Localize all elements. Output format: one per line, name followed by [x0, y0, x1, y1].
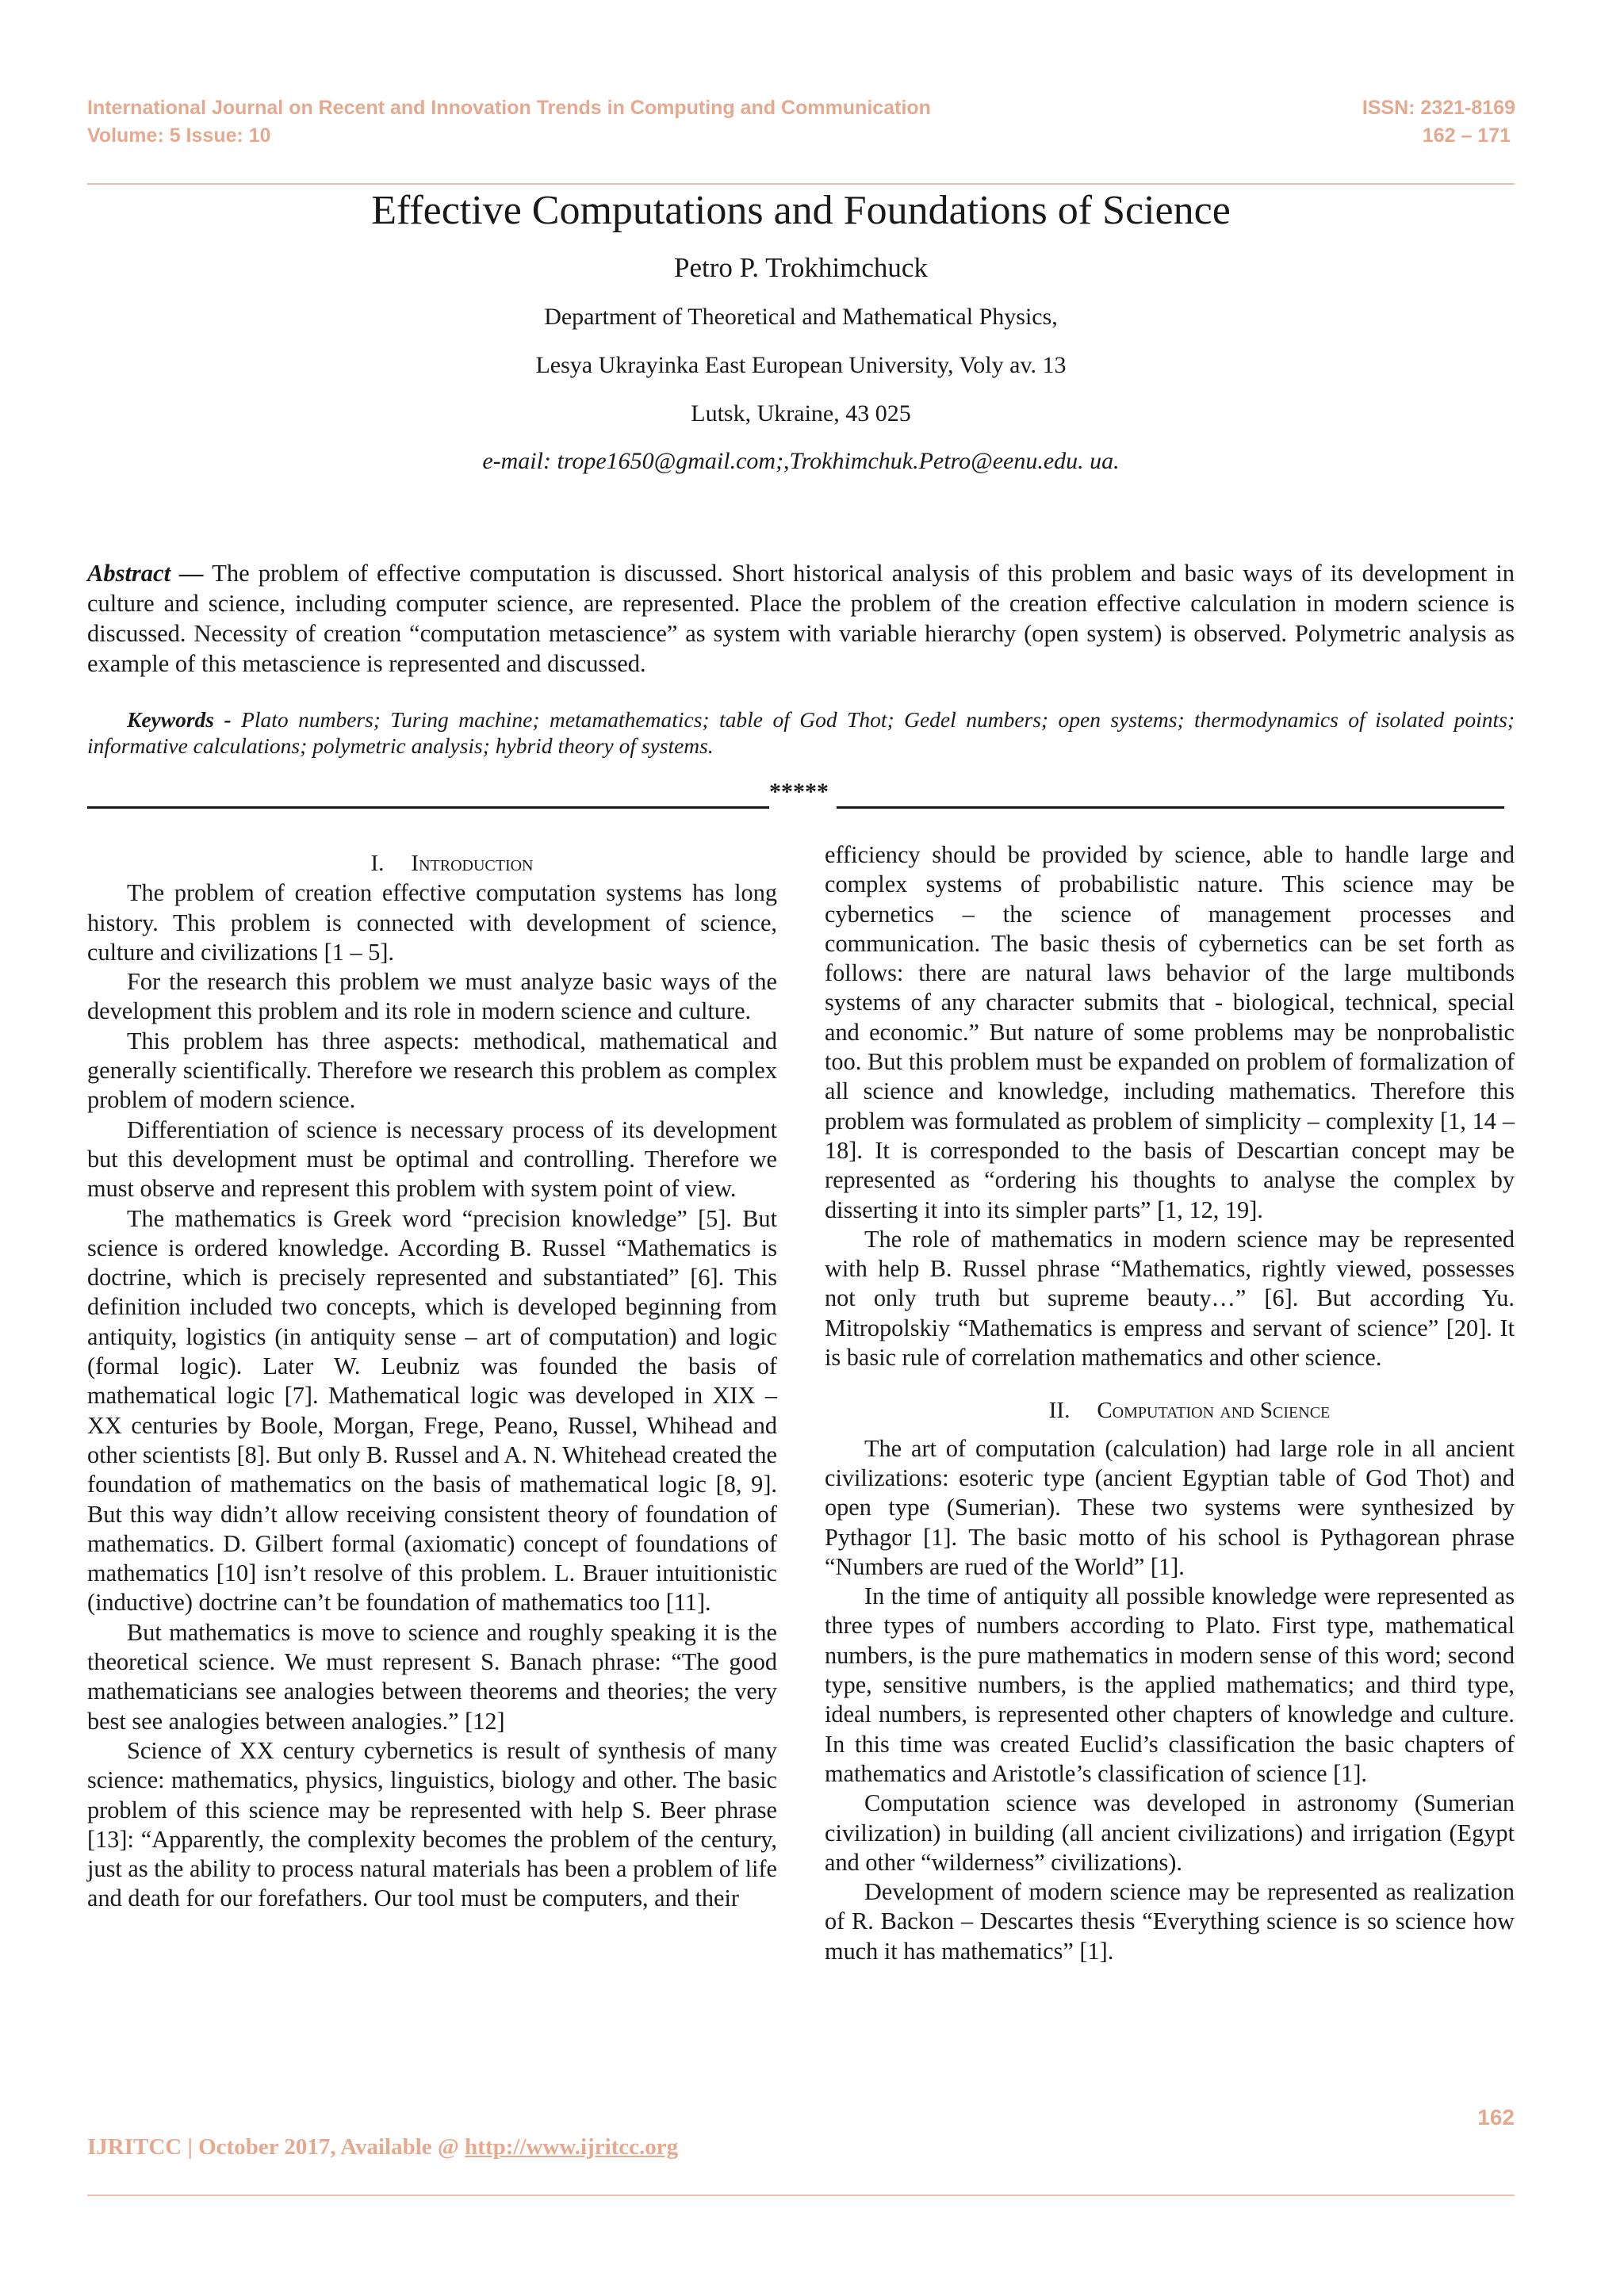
- paragraph: The art of computation (calculation) had large role in all ancient civilizations: esoteric type (ancient Egyptian table of God Thot) and open type (Sumerian). These two systems were synthesized by Pythagor [1]. The basic motto of his school is Pythagorean phrase “Numbers are rued of the World” [1].: [825, 1434, 1515, 1580]
- journal-issn: ISSN: 2321-8169: [1362, 97, 1515, 119]
- keywords: [87, 706, 1515, 759]
- abstract-text: The problem of effective computation is discussed. Short historical analysis of this problem and basic ways of its development in culture and science, including computer science, are represented. Place the problem of the creation effective calculation in modern science is discussed. Necessity of creation “computation metascience” as system with variable hierarchy (open system) is observed. Polymetric analysis as example of this metascience is represented and discussed.: [87, 560, 1515, 677]
- journal-name: International Journal on Recent and Innovation Trends in Computing and Communication: [87, 97, 931, 119]
- paragraph: Computation science was developed in astronomy (Sumerian civilization) in building (all ancient civilizations) and irrigation (Egypt and other “wilderness” civilizations).: [825, 1789, 1515, 1876]
- footer-line: [87, 2134, 678, 2160]
- paragraph: But mathematics is move to science and roughly speaking it is the theoretical science. We must represent S. Banach phrase: “The good mathematicians see analogies between theorems and theories; the very best see analogies between analogies.” [12]: [87, 1618, 777, 1735]
- separator-left-rule: [87, 806, 769, 809]
- affiliation-city: Lutsk, Ukraine, 43 025: [691, 400, 911, 427]
- affiliation-department: Department of Theoretical and Mathematical Physics,: [544, 304, 1058, 330]
- paragraph: The role of mathematics in modern science may be represented with help B. Russel phrase “Mathematics, rightly viewed, possesses not only truth but supreme beauty…” [6]. But according Yu. Mitropolskiy “Mathematics is empress and servant of science” [20]. It is basic rule of correlation mathematics and other science.: [825, 1225, 1515, 1372]
- paragraph: The mathematics is Greek word “precision knowledge” [5]. But science is ordered knowledge. According B. Russel “Mathematics is doctrine, which is precisely represented and substantiated” [6]. This definition included two concepts, which is developed beginning from antiquity, logistics (in antiquity sense – art of computation) and logic (formal logic). Later W. Leubniz was founded the basis of mathematical logic [7]. Mathematical logic was developed in XIX – XX centuries by Boole, Morgan, Frege, Peano, Russel, Whihead and other scientists [8]. But only B. Russel and A. N. Whitehead created the foundation of mathematics on the basis of mathematical logic [8, 9]. But this way didn’t allow receiving consistent theory of foundation of mathematics. D. Gilbert formal (axiomatic) concept of foundations of mathematics [10] isn’t resolve of this problem. L. Brauer intuitionistic (inductive) doctrine can’t be foundation of mathematics too [11].: [87, 1204, 777, 1617]
- keywords-label: Keywords -: [127, 707, 232, 732]
- paragraph: Science of XX century cybernetics is result of synthesis of many science: mathematics, physics, linguistics, biology and other. The basic problem of this science may be represented with help S. Beer phrase [13]: “Apparently, the complexity becomes the problem of the century, just as the ability to process natural materials has been a problem of life and death for our forefathers. Our tool must be computers, and their: [87, 1736, 777, 1912]
- keywords-text: Plato numbers; Turing machine; metamathematics; table of God Thot; Gedel numbers; open systems; thermodynamics of isolated points; informative calculations; polymetric analysis; hybrid theory of systems.: [87, 707, 1515, 758]
- section-heading-introduction: I. Introduction: [370, 851, 534, 876]
- section-heading-computation-and-science: II. Computation and Science: [1048, 1398, 1331, 1424]
- paragraph: The problem of creation effective computation systems has long history. This problem is connected with development of science, culture and civilizations [1 – 5].: [87, 879, 777, 966]
- footer-divider: [87, 2195, 1515, 2196]
- paragraph: Development of modern science may be represented as realization of R. Backon – Descartes thesis “Everything science is so science how much it has mathematics” [1].: [825, 1878, 1515, 1965]
- paragraph: This problem has three aspects: methodical, mathematical and generally scientifically. Therefore we research this problem as complex problem of modern science.: [87, 1027, 777, 1114]
- left-column: [87, 849, 777, 1914]
- abstract: [87, 558, 1515, 679]
- separator-stars: *****: [769, 779, 829, 805]
- author-email: e-mail: trope1650@gmail.com;,Trokhimchuk.Petro@eenu.edu. ua.: [482, 448, 1120, 474]
- journal-link[interactable]: http://www.ijritcc.org: [465, 2134, 679, 2160]
- separator-right-rule: [837, 806, 1504, 809]
- paper-author: Petro P. Trokhimchuck: [674, 252, 928, 283]
- page-range: 162 – 171: [1422, 124, 1511, 147]
- affiliation-university: Lesya Ukrayinka East European University, Voly av. 13: [535, 352, 1067, 378]
- page-number: 162: [1477, 2105, 1515, 2130]
- paper-title: Effective Computations and Foundations of Science: [371, 188, 1231, 233]
- paragraph: Differentiation of science is necessary process of its development but this development must be optimal and controlling. Therefore we must observe and represent this problem with system point of view.: [87, 1115, 777, 1203]
- paragraph-continuation: efficiency should be provided by science, able to handle large and complex systems of probabilistic nature. This science may be cybernetics – the science of management processes and communication. The basic thesis of cybernetics can be set forth as follows: there are natural laws behavior of the large multibonds systems of any character submits that - biological, technical, special and economic.” But nature of some problems may be nonprobalistic too. But this problem must be expanded on problem of formalization of all science and knowledge, including mathematics. Therefore this problem was formulated as problem of simplicity – complexity [1, 14 – 18]. It is corresponded to the basis of Descartian concept may be represented as “ordering his thoughts to analyse the complex by disserting it into its simpler parts” [1, 12, 19].: [825, 841, 1515, 1223]
- header-divider: [87, 183, 1515, 185]
- paragraph: For the research this problem we must analyze basic ways of the development this problem and its role in modern science and culture.: [87, 968, 777, 1025]
- abstract-label: Abstract —: [87, 560, 204, 587]
- right-column: [825, 840, 1515, 1966]
- journal-volume: Volume: 5 Issue: 10: [87, 124, 271, 147]
- footer-text: IJRITCC | October 2017, Available @: [87, 2134, 465, 2160]
- paragraph: In the time of antiquity all possible knowledge were represented as three types of numbers according to Plato. First type, mathematical numbers, is the pure mathematics in modern sense of this word; second type, sensitive numbers, is the applied mathematics; and third type, ideal numbers, is represented other chapters of knowledge and culture. In this time was created Euclid’s classification the basic chapters of mathematics and Aristotle’s classification of science [1].: [825, 1582, 1515, 1787]
